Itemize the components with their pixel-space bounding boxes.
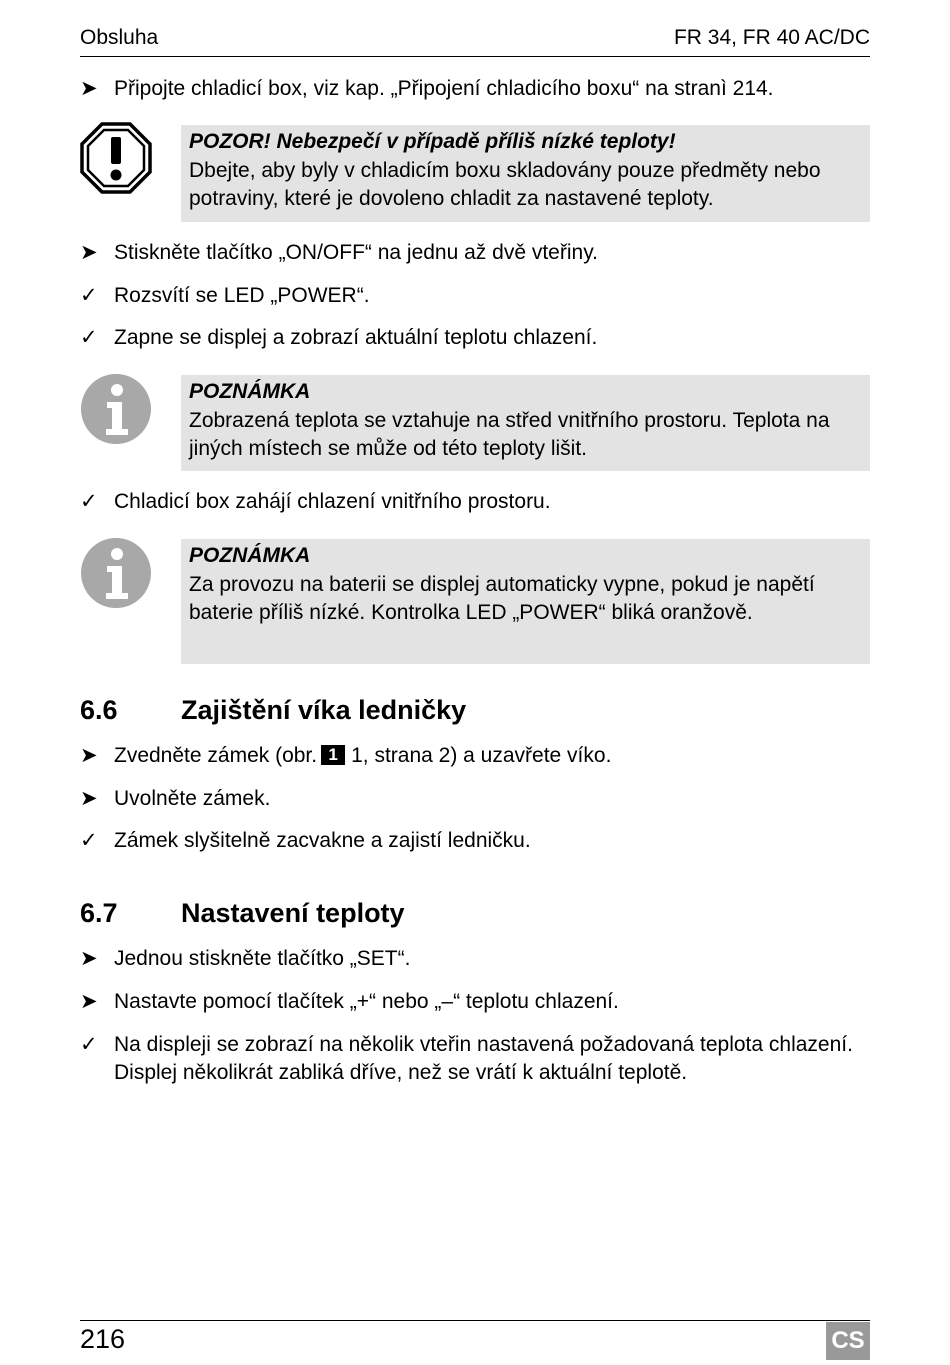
result-text: Zapne se displej a zobrazí aktuální teplotu chlazení. [114,326,598,349]
note-body: Za provozu na baterii se displej automaticky vypne, pokud je napětí baterie příliš nízké. Kontrolka LED „POWER“ bliká oranžově. [189,572,815,624]
section-title: Nastavení teploty [181,898,405,928]
page-header [80,26,870,57]
action-arrow-icon: ➤ [80,744,98,767]
step-text [114,742,870,770]
info-icon [80,537,152,609]
warning-title: POZOR! Nebezpečí v případě příliš nízké teploty! [189,130,676,153]
info-icon [80,373,152,445]
page-number: 216 [80,1324,126,1354]
result-text: Rozsvítí se LED „POWER“. [114,284,370,307]
note-box [181,375,870,471]
step-text: Připojte chladicí box, viz kap. „Připojení chladicího boxu“ na stranì 214. [114,77,774,100]
step-text: Nastavte pomocí tlačítek „+“ nebo „–“ teplotu chlazení. [114,990,619,1013]
step-text: Jednou stiskněte tlačítko „SET“. [114,947,411,970]
step-text: Stiskněte tlačítko „ON/OFF“ na jednu až dvě vteřiny. [114,241,598,264]
action-arrow-icon: ➤ [80,990,98,1013]
result-check-icon: ✓ [80,326,98,349]
header-model: FR 34, FR 40 AC/DC [673,26,870,49]
step-text-before: Zvedněte zámek (obr. [114,744,318,767]
result-check-icon: ✓ [80,829,98,852]
result-text: Chladicí box zahájí chlazení vnitřního prostoru. [114,490,551,513]
note-title: POZNÁMKA [189,544,311,567]
note-body: Zobrazená teplota se vztahuje na střed vnitřního prostoru. Teplota na jiných místech se může od této teploty lišit. [189,408,830,460]
action-arrow-icon: ➤ [80,77,98,100]
note-box [181,539,870,664]
warning-body: Dbejte, aby byly v chladicím boxu skladovány pouze předměty nebo potraviny, které je dovoleno chladit za nastavené teploty. [189,158,821,210]
section-number: 6.7 [80,898,118,928]
result-check-icon: ✓ [80,284,98,307]
section-title: Zajištění víka ledničky [181,695,467,725]
warning-octagon-icon [80,122,152,194]
step-text: Uvolněte zámek. [114,787,271,810]
result-check-icon: ✓ [80,490,98,513]
language-tab: CS [826,1322,870,1360]
action-arrow-icon: ➤ [80,947,98,970]
note-title: POZNÁMKA [189,380,311,403]
result-check-icon: ✓ [80,1033,98,1056]
step-text-after: 1, strana 2) a uzavřete víko. [351,744,612,767]
result-text: Zámek slyšitelně zacvakne a zajistí ledničku. [114,829,531,852]
figure-reference: 1 [321,745,345,765]
header-section: Obsluha [80,26,159,49]
footer-rule [80,1320,870,1321]
result-text: Na displeji se zobrazí na několik vteřin nastavená požadovaná teplota chlazení. Displej několikrát zabliká dříve, než se vrátí k aktuální teplotě. [114,1033,853,1084]
warning-box [181,125,870,222]
action-arrow-icon: ➤ [80,241,98,264]
action-arrow-icon: ➤ [80,787,98,810]
section-number: 6.6 [80,695,118,725]
